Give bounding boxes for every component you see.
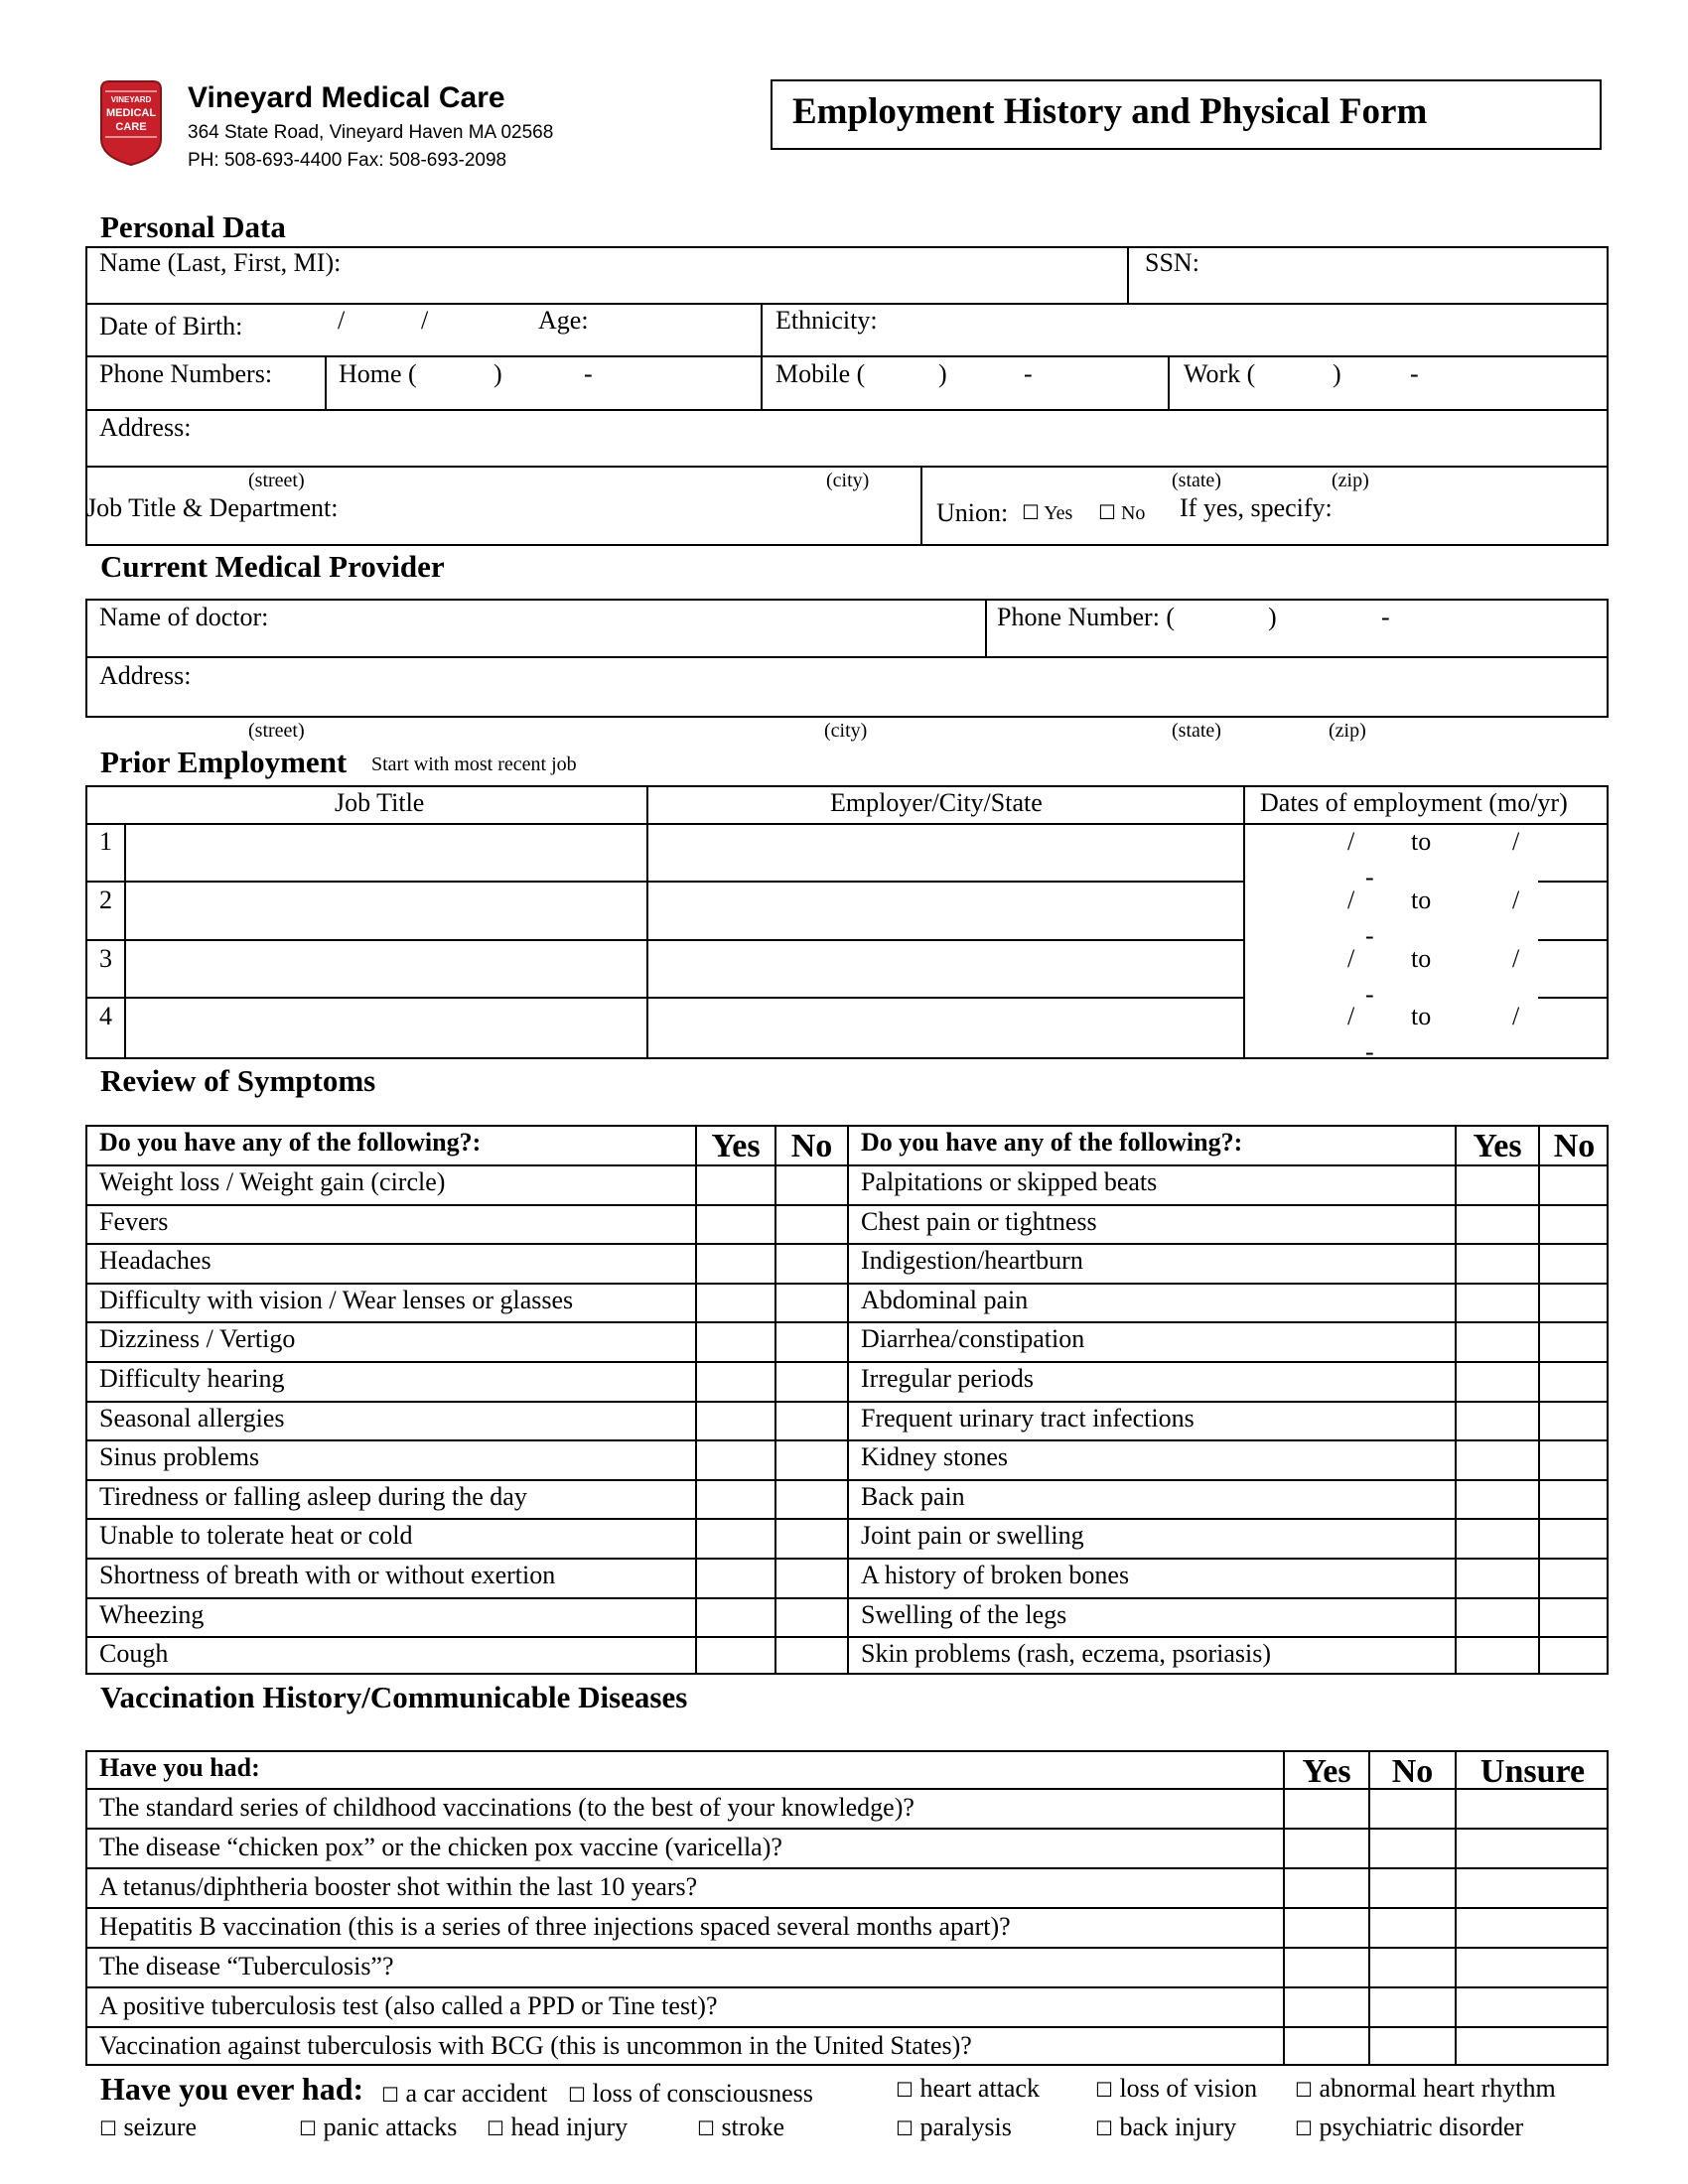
ever-had-option[interactable] <box>381 2081 547 2107</box>
symptoms-heading: Review of Symptoms <box>100 1063 376 1098</box>
vaccination-question-item: The disease “Tuberculosis”? <box>99 1952 394 1980</box>
symptom-yes-cell[interactable] <box>699 1364 773 1398</box>
symptom-no-cell[interactable] <box>1542 1482 1607 1516</box>
ever-had-option[interactable] <box>1295 2115 1523 2140</box>
ever-had-option[interactable] <box>1095 2115 1236 2140</box>
ever-had-checkbox[interactable]: ☐ <box>1095 2078 1113 2102</box>
ever-had-label: paralysis <box>919 2113 1012 2141</box>
ever-had-label: back injury <box>1119 2113 1237 2141</box>
ever-had-option[interactable] <box>299 2115 457 2140</box>
symptom-label-left: Cough <box>99 1639 169 1668</box>
vaccination-unsure-cell[interactable] <box>1459 1870 1607 1905</box>
state-caption: (state) <box>1172 470 1221 491</box>
form-title: Employment History and Physical Form <box>792 91 1428 132</box>
vaccination-unsure-cell[interactable] <box>1459 1989 1607 2024</box>
symptom-yes-cell[interactable] <box>1459 1561 1536 1594</box>
prior-employer-field-3[interactable] <box>651 942 1240 994</box>
symptom-no-cell[interactable] <box>1542 1521 1607 1555</box>
prior-dates-field-4[interactable] <box>1247 1000 1605 1055</box>
ssn-field[interactable] <box>1206 248 1604 298</box>
symptom-no-cell[interactable] <box>1542 1324 1607 1358</box>
symptom-yes-cell[interactable] <box>699 1404 773 1437</box>
provider-heading: Current Medical Provider <box>100 549 445 584</box>
symptom-yes-cell[interactable] <box>1459 1600 1536 1634</box>
personal-data-heading: Personal Data <box>100 209 286 244</box>
vaccination-yes-cell[interactable] <box>1287 2029 1366 2064</box>
vaccination-no-cell[interactable] <box>1372 1791 1453 1826</box>
date-to: to <box>1411 827 1432 856</box>
prior-employer-field-1[interactable] <box>651 826 1240 878</box>
symptom-yes-cell[interactable] <box>1459 1167 1536 1201</box>
prior-job-title-field-2[interactable] <box>129 884 643 936</box>
symptom-label-right: Frequent urinary tract infections <box>861 1404 1195 1433</box>
union-specify-field[interactable] <box>1345 492 1602 542</box>
vaccination-yes-cell[interactable] <box>1287 1910 1366 1945</box>
prior-row-number: 4 <box>99 1002 112 1030</box>
date-slash: / <box>1512 1002 1520 1030</box>
vaccination-unsure-cell[interactable] <box>1459 1950 1607 1984</box>
symptoms-yes-header-right: Yes <box>1473 1128 1522 1164</box>
symptom-yes-cell[interactable] <box>699 1286 773 1319</box>
street-caption: (street) <box>248 470 305 491</box>
symptom-label-right: Joint pain or swelling <box>861 1521 1084 1550</box>
provider-phone-field[interactable] <box>1192 602 1601 651</box>
address-field[interactable] <box>209 411 1599 463</box>
prior-employer-field-4[interactable] <box>651 1000 1240 1055</box>
ever-had-option[interactable] <box>697 2115 784 2140</box>
symptom-no-cell[interactable] <box>1542 1207 1607 1241</box>
clinic-phone: PH: 508-693-4400 Fax: 508-693-2098 <box>188 150 507 171</box>
symptom-label-left: Weight loss / Weight gain (circle) <box>99 1167 446 1196</box>
provider-phone-paren: ) <box>1268 603 1277 631</box>
ever-had-label: a car accident <box>405 2079 548 2108</box>
ethnicity-field[interactable] <box>894 306 1599 351</box>
provider-phone-label: Phone Number: ( <box>997 603 1176 631</box>
provider-city-caption: (city) <box>824 720 868 742</box>
provider-street-caption: (street) <box>248 720 305 742</box>
date-slash: / <box>1512 886 1520 914</box>
date-slash: / <box>1512 944 1520 973</box>
vaccination-yes-cell[interactable] <box>1287 1870 1366 1905</box>
symptom-label-right: Back pain <box>861 1482 965 1511</box>
ever-had-checkbox[interactable]: ☐ <box>99 2116 117 2140</box>
symptom-label-left: Difficulty hearing <box>99 1364 285 1393</box>
mobile-dash: - <box>1024 359 1033 388</box>
symptom-label-left: Difficulty with vision / Wear lenses or glasses <box>99 1286 574 1314</box>
symptom-label-left: Wheezing <box>99 1600 205 1629</box>
symptom-no-cell[interactable] <box>1542 1404 1607 1437</box>
ever-had-option[interactable] <box>1295 2076 1556 2102</box>
symptom-yes-cell[interactable] <box>699 1167 773 1201</box>
symptom-yes-cell[interactable] <box>1459 1521 1536 1555</box>
age-label: Age: <box>538 306 589 335</box>
prior-row-number: 3 <box>99 944 112 973</box>
symptom-label-right: Skin problems (rash, eczema, psoriasis) <box>861 1639 1272 1668</box>
phone-numbers-label: Phone Numbers: <box>99 359 273 388</box>
symptom-label-right: Abdominal pain <box>861 1286 1029 1314</box>
symptom-no-cell[interactable] <box>1542 1600 1607 1634</box>
union-no-checkbox[interactable]: ☐ <box>1098 500 1116 524</box>
symptom-yes-cell[interactable] <box>699 1521 773 1555</box>
symptoms-yes-header-left: Yes <box>711 1128 761 1164</box>
symptom-no-cell[interactable] <box>1542 1364 1607 1398</box>
union-no-option[interactable] <box>1098 502 1145 523</box>
symptom-no-cell[interactable] <box>778 1639 845 1673</box>
symptom-no-cell[interactable] <box>778 1600 845 1634</box>
provider-state-caption: (state) <box>1172 720 1221 742</box>
symptom-yes-cell[interactable] <box>699 1442 773 1476</box>
ever-had-label: stroke <box>721 2113 784 2141</box>
union-yes-checkbox[interactable]: ☐ <box>1022 500 1040 524</box>
date-slash: / <box>1347 827 1355 856</box>
vaccination-question-item: Vaccination against tuberculosis with BCG (this is uncommon in the United States)? <box>99 2031 972 2060</box>
symptom-label-left: Tiredness or falling asleep during the day <box>99 1482 527 1511</box>
date-slash: / <box>1347 1002 1355 1030</box>
ever-had-option[interactable] <box>99 2115 197 2140</box>
symptoms-no-header-right: No <box>1553 1128 1596 1164</box>
ever-had-label: loss of vision <box>1119 2074 1258 2103</box>
date-to: to <box>1411 944 1432 973</box>
symptom-label-left: Headaches <box>99 1246 211 1275</box>
ever-had-option[interactable] <box>896 2076 1040 2102</box>
symptom-label-right: Indigestion/heartburn <box>861 1246 1083 1275</box>
symptom-label-left: Dizziness / Vertigo <box>99 1324 296 1353</box>
symptom-no-cell[interactable] <box>778 1442 845 1476</box>
col-employer: Employer/City/State <box>830 788 1043 817</box>
symptom-yes-cell[interactable] <box>1459 1286 1536 1319</box>
ever-had-label: heart attack <box>919 2074 1040 2103</box>
vaccination-no-cell[interactable] <box>1372 1831 1453 1865</box>
vaccination-no-cell[interactable] <box>1372 1910 1453 1945</box>
symptom-label-right: A history of broken bones <box>861 1561 1130 1589</box>
age-field[interactable] <box>601 306 755 351</box>
symptom-label-right: Irregular periods <box>861 1364 1034 1393</box>
symptom-yes-cell[interactable] <box>1459 1207 1536 1241</box>
prior-job-title-field-1[interactable] <box>129 826 643 878</box>
symptom-label-right: Diarrhea/constipation <box>861 1324 1085 1353</box>
symptom-no-cell[interactable] <box>1542 1561 1607 1594</box>
prior-employer-field-2[interactable] <box>651 884 1240 936</box>
vaccination-no-cell[interactable] <box>1372 1870 1453 1905</box>
vaccination-unsure-cell[interactable] <box>1459 1910 1607 1945</box>
dob-label: Date of Birth: <box>99 312 243 341</box>
symptom-no-cell[interactable] <box>1542 1246 1607 1280</box>
ever-had-checkbox[interactable]: ☐ <box>299 2116 317 2140</box>
symptom-no-cell[interactable] <box>778 1207 845 1241</box>
ever-had-checkbox[interactable]: ☐ <box>1095 2116 1113 2140</box>
symptom-label-right: Palpitations or skipped beats <box>861 1167 1158 1196</box>
logo-line-3: CARE <box>115 121 147 133</box>
name-field[interactable] <box>417 248 1112 298</box>
name-label: Name (Last, First, MI): <box>99 248 342 277</box>
symptom-yes-cell[interactable] <box>699 1246 773 1280</box>
ever-had-label: head injury <box>510 2113 629 2141</box>
dob-slash-2: / <box>421 306 429 335</box>
symptom-label-left: Unable to tolerate heat or cold <box>99 1521 413 1550</box>
ever-had-heading: Have you ever had: <box>100 2071 364 2107</box>
work-phone-label: Work ( <box>1184 359 1256 388</box>
symptom-label-left: Sinus problems <box>99 1442 260 1471</box>
vaccination-question: Have you had: <box>99 1753 260 1782</box>
symptom-yes-cell[interactable] <box>699 1561 773 1594</box>
ever-had-label: panic attacks <box>323 2113 458 2141</box>
vaccination-question-item: A tetanus/diphtheria booster shot within the last 10 years? <box>99 1872 698 1901</box>
vaccination-question-item: Hepatitis B vaccination (this is a series of three injections spaced several months apart)? <box>99 1912 1011 1941</box>
union-no-label: No <box>1120 502 1146 524</box>
ever-had-label: loss of consciousness <box>592 2079 813 2108</box>
mobile-paren: ) <box>938 359 947 388</box>
vaccination-unsure-cell[interactable] <box>1459 1831 1607 1865</box>
vaccination-no-header: No <box>1391 1753 1434 1790</box>
symptom-yes-cell[interactable] <box>1459 1639 1536 1673</box>
home-phone-field[interactable] <box>422 357 755 405</box>
ever-had-checkbox[interactable]: ☐ <box>1295 2078 1313 2102</box>
dob-slash-1: / <box>338 306 346 335</box>
if-yes-label: If yes, specify: <box>1180 493 1333 522</box>
date-dash: - <box>1365 1037 1374 1066</box>
provider-zip-caption: (zip) <box>1329 720 1366 742</box>
city-caption: (city) <box>826 470 870 491</box>
vaccination-yes-header: Yes <box>1302 1753 1351 1790</box>
union-yes-label: Yes <box>1044 502 1073 524</box>
symptom-no-cell[interactable] <box>1542 1167 1607 1201</box>
ever-had-checkbox[interactable]: ☐ <box>487 2116 504 2140</box>
symptoms-question-right: Do you have any of the following?: <box>861 1128 1243 1157</box>
symptom-yes-cell[interactable] <box>699 1639 773 1673</box>
mobile-phone-field[interactable] <box>869 357 1162 405</box>
symptom-yes-cell[interactable] <box>699 1324 773 1358</box>
symptoms-no-header-left: No <box>790 1128 833 1164</box>
logo-line-1: VINEYARD <box>110 95 152 104</box>
home-dash: - <box>584 359 593 388</box>
home-phone-label: Home ( <box>339 359 417 388</box>
clinic-address: 364 State Road, Vineyard Haven MA 02568 <box>188 122 554 143</box>
ssn-label: SSN: <box>1145 248 1199 277</box>
vaccination-yes-cell[interactable] <box>1287 1791 1366 1826</box>
vaccination-unsure-cell[interactable] <box>1459 2029 1607 2064</box>
prior-job-title-field-3[interactable] <box>129 942 643 994</box>
vaccination-yes-cell[interactable] <box>1287 1950 1366 1984</box>
symptom-yes-cell[interactable] <box>699 1207 773 1241</box>
symptom-yes-cell[interactable] <box>1459 1404 1536 1437</box>
symptom-label-left: Shortness of breath with or without exertion <box>99 1561 556 1589</box>
prior-row-number: 1 <box>99 827 112 856</box>
doctor-name-label: Name of doctor: <box>99 603 269 631</box>
address-label: Address: <box>99 413 192 442</box>
zip-caption: (zip) <box>1332 470 1369 491</box>
symptom-no-cell[interactable] <box>778 1364 845 1398</box>
ever-had-checkbox[interactable]: ☐ <box>896 2078 914 2102</box>
ever-had-option[interactable] <box>568 2081 813 2107</box>
vaccination-unsure-header: Unsure <box>1479 1753 1586 1790</box>
date-to: to <box>1411 1002 1432 1030</box>
ever-had-checkbox[interactable]: ☐ <box>896 2116 914 2140</box>
ever-had-label: abnormal heart rhythm <box>1319 2074 1556 2103</box>
job-title-field[interactable] <box>367 492 914 542</box>
job-title-label: Job Title & Department: <box>86 493 339 522</box>
prior-employment-subheading: Start with most recent job <box>371 753 577 775</box>
date-slash: / <box>1512 827 1520 856</box>
date-dash: - <box>1365 980 1374 1009</box>
date-slash: / <box>1347 944 1355 973</box>
prior-row-number: 2 <box>99 886 112 914</box>
mobile-phone-label: Mobile ( <box>775 359 866 388</box>
prior-job-title-field-4[interactable] <box>129 1000 643 1055</box>
symptom-no-cell[interactable] <box>778 1286 845 1319</box>
symptom-no-cell[interactable] <box>1542 1639 1607 1673</box>
ever-had-option[interactable] <box>896 2115 1012 2140</box>
dob-field[interactable] <box>268 306 516 351</box>
logo-line-2: MEDICAL <box>105 107 157 119</box>
symptom-label-right: Swelling of the legs <box>861 1600 1067 1629</box>
vaccination-heading: Vaccination History/Communicable Diseases <box>100 1680 688 1714</box>
ever-had-checkbox[interactable]: ☐ <box>381 2083 399 2107</box>
ever-had-label: seizure <box>123 2113 198 2141</box>
symptom-no-cell[interactable] <box>778 1482 845 1516</box>
ever-had-label: psychiatric disorder <box>1319 2113 1524 2141</box>
date-to: to <box>1411 886 1432 914</box>
symptom-yes-cell[interactable] <box>1459 1442 1536 1476</box>
vaccination-no-cell[interactable] <box>1372 1989 1453 2024</box>
home-paren: ) <box>493 359 502 388</box>
work-dash: - <box>1410 359 1419 388</box>
vaccination-yes-cell[interactable] <box>1287 1989 1366 2024</box>
date-slash: / <box>1347 886 1355 914</box>
provider-address-label: Address: <box>99 661 192 690</box>
symptom-label-left: Seasonal allergies <box>99 1404 285 1433</box>
vaccination-unsure-cell[interactable] <box>1459 1791 1607 1826</box>
prior-dates-field-1[interactable] <box>1247 826 1605 878</box>
clinic-name: Vineyard Medical Care <box>188 81 505 114</box>
prior-employment-heading: Prior Employment <box>100 745 348 779</box>
work-paren: ) <box>1333 359 1341 388</box>
symptom-no-cell[interactable] <box>778 1167 845 1201</box>
union-label: Union: <box>936 498 1009 527</box>
prior-dates-field-2[interactable] <box>1247 884 1605 936</box>
symptom-label-left: Fevers <box>99 1207 169 1236</box>
col-dates: Dates of employment (mo/yr) <box>1260 788 1568 817</box>
ever-had-checkbox[interactable]: ☐ <box>1295 2116 1313 2140</box>
date-dash: - <box>1365 921 1374 950</box>
symptom-no-cell[interactable] <box>1542 1442 1607 1476</box>
symptom-yes-cell[interactable] <box>1459 1324 1536 1358</box>
vaccination-yes-cell[interactable] <box>1287 1831 1366 1865</box>
vaccination-question-item: The standard series of childhood vaccinations (to the best of your knowledge)? <box>99 1793 914 1822</box>
date-dash: - <box>1365 863 1374 891</box>
col-job-title: Job Title <box>335 788 425 817</box>
vaccination-no-cell[interactable] <box>1372 2029 1453 2064</box>
provider-phone-dash: - <box>1381 603 1390 631</box>
symptom-yes-cell[interactable] <box>1459 1246 1536 1280</box>
vaccination-no-cell[interactable] <box>1372 1950 1453 1984</box>
ever-had-checkbox[interactable]: ☐ <box>697 2116 715 2140</box>
symptom-yes-cell[interactable] <box>699 1482 773 1516</box>
symptom-label-right: Kidney stones <box>861 1442 1009 1471</box>
clinic-logo <box>97 77 165 167</box>
union-yes-option[interactable] <box>1022 502 1072 523</box>
symptom-no-cell[interactable] <box>778 1324 845 1358</box>
ever-had-option[interactable] <box>1095 2076 1257 2102</box>
symptom-no-cell[interactable] <box>778 1521 845 1555</box>
provider-address-field[interactable] <box>209 659 1599 713</box>
symptom-no-cell[interactable] <box>778 1561 845 1594</box>
symptom-yes-cell[interactable] <box>1459 1482 1536 1516</box>
vaccination-question-item: The disease “chicken pox” or the chicken pox vaccine (varicella)? <box>99 1833 782 1861</box>
symptom-no-cell[interactable] <box>778 1246 845 1280</box>
symptom-no-cell[interactable] <box>1542 1286 1607 1319</box>
ethnicity-label: Ethnicity: <box>775 306 878 335</box>
symptom-yes-cell[interactable] <box>699 1600 773 1634</box>
doctor-name-field[interactable] <box>288 602 978 651</box>
work-phone-field[interactable] <box>1266 357 1604 405</box>
symptoms-question-left: Do you have any of the following?: <box>99 1128 482 1157</box>
vaccination-question-item: A positive tuberculosis test (also called a PPD or Tine test)? <box>99 1991 718 2020</box>
symptom-label-right: Chest pain or tightness <box>861 1207 1097 1236</box>
symptom-no-cell[interactable] <box>778 1404 845 1437</box>
ever-had-checkbox[interactable]: ☐ <box>568 2083 586 2107</box>
symptom-yes-cell[interactable] <box>1459 1364 1536 1398</box>
prior-dates-field-3[interactable] <box>1247 942 1605 994</box>
ever-had-option[interactable] <box>487 2115 628 2140</box>
